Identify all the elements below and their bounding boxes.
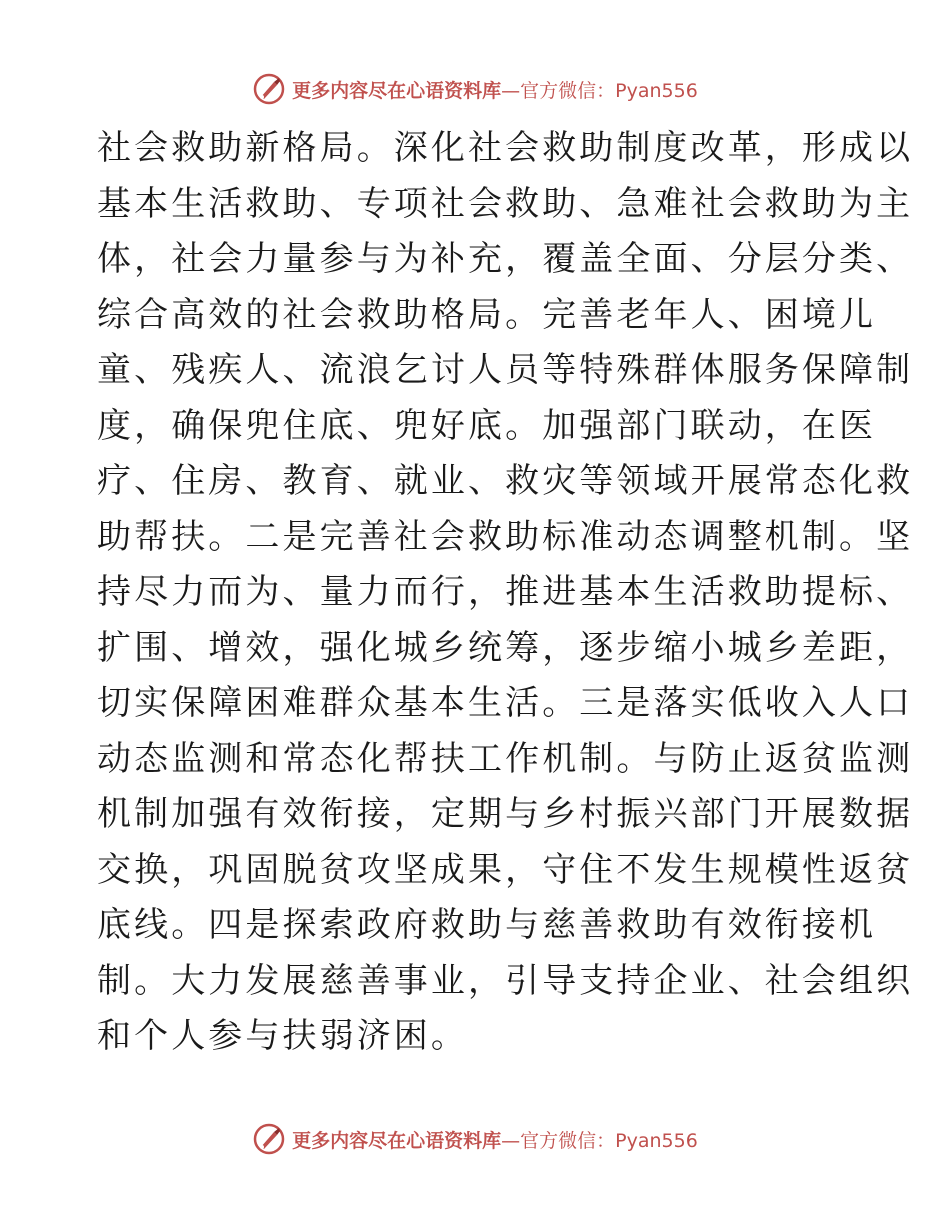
paragraph-line: 底线。四是探索政府救助与慈善救助有效衔接机	[97, 905, 877, 945]
paragraph-line: 和个人参与扶弱济困。	[97, 1016, 468, 1056]
watermark-text	[292, 76, 698, 103]
paragraph-line: 机制加强有效衔接，定期与乡村振兴部门开展数据	[97, 794, 914, 834]
paragraph-line: 疗、住房、教育、就业、救灾等领域开展常态化救	[97, 461, 914, 501]
paragraph-line: 助帮扶。二是完善社会救助标准动态调整机制。坚	[97, 516, 914, 557]
paragraph-line: 度，确保兜住底、兜好底。加强部门联动，在医	[97, 405, 877, 446]
paragraph-line: 基本生活救助、专项社会救助、急难社会救助为主	[97, 183, 914, 224]
paragraph-line: 交换，巩固脱贫攻坚成果，守住不发生规模性返贫	[97, 849, 914, 890]
paragraph-line: 童、残疾人、流浪乞讨人员等特殊群体服务保障制	[97, 350, 914, 390]
watermark-sub-text: —官方微信：Pyan556	[501, 79, 698, 102]
watermark-sub-text: —官方微信：Pyan556	[501, 1129, 698, 1152]
paragraph-line: 体，社会力量参与为补充，覆盖全面、分层分类、	[97, 239, 914, 279]
paragraph-line: 动态监测和常态化帮扶工作机制。与防止返贫监测	[97, 738, 914, 779]
paragraph-line: 扩围、增效，强化城乡统筹，逐步缩小城乡差距，	[97, 627, 914, 668]
watermark-main-text: 更多内容尽在心语资料库	[292, 1129, 502, 1152]
paragraph-line: 社会救助新格局。深化社会救助制度改革，形成以	[97, 128, 914, 168]
paragraph-line: 切实保障困难群众基本生活。三是落实低收入人口	[97, 683, 914, 723]
footer-watermark	[0, 1122, 950, 1156]
paragraph-line: 综合高效的社会救助格局。完善老年人、困境儿	[97, 294, 877, 335]
paragraph-line: 制。大力发展慈善事业，引导支持企业、社会组织	[97, 960, 914, 1001]
document-body	[97, 121, 914, 1065]
quill-pen-seal-icon	[252, 1122, 286, 1156]
watermark-text	[292, 1126, 698, 1153]
watermark-main-text: 更多内容尽在心语资料库	[292, 79, 502, 102]
header-watermark	[0, 72, 950, 106]
quill-pen-seal-icon	[252, 72, 286, 106]
paragraph-line: 持尽力而为、量力而行，推进基本生活救助提标、	[97, 572, 914, 612]
